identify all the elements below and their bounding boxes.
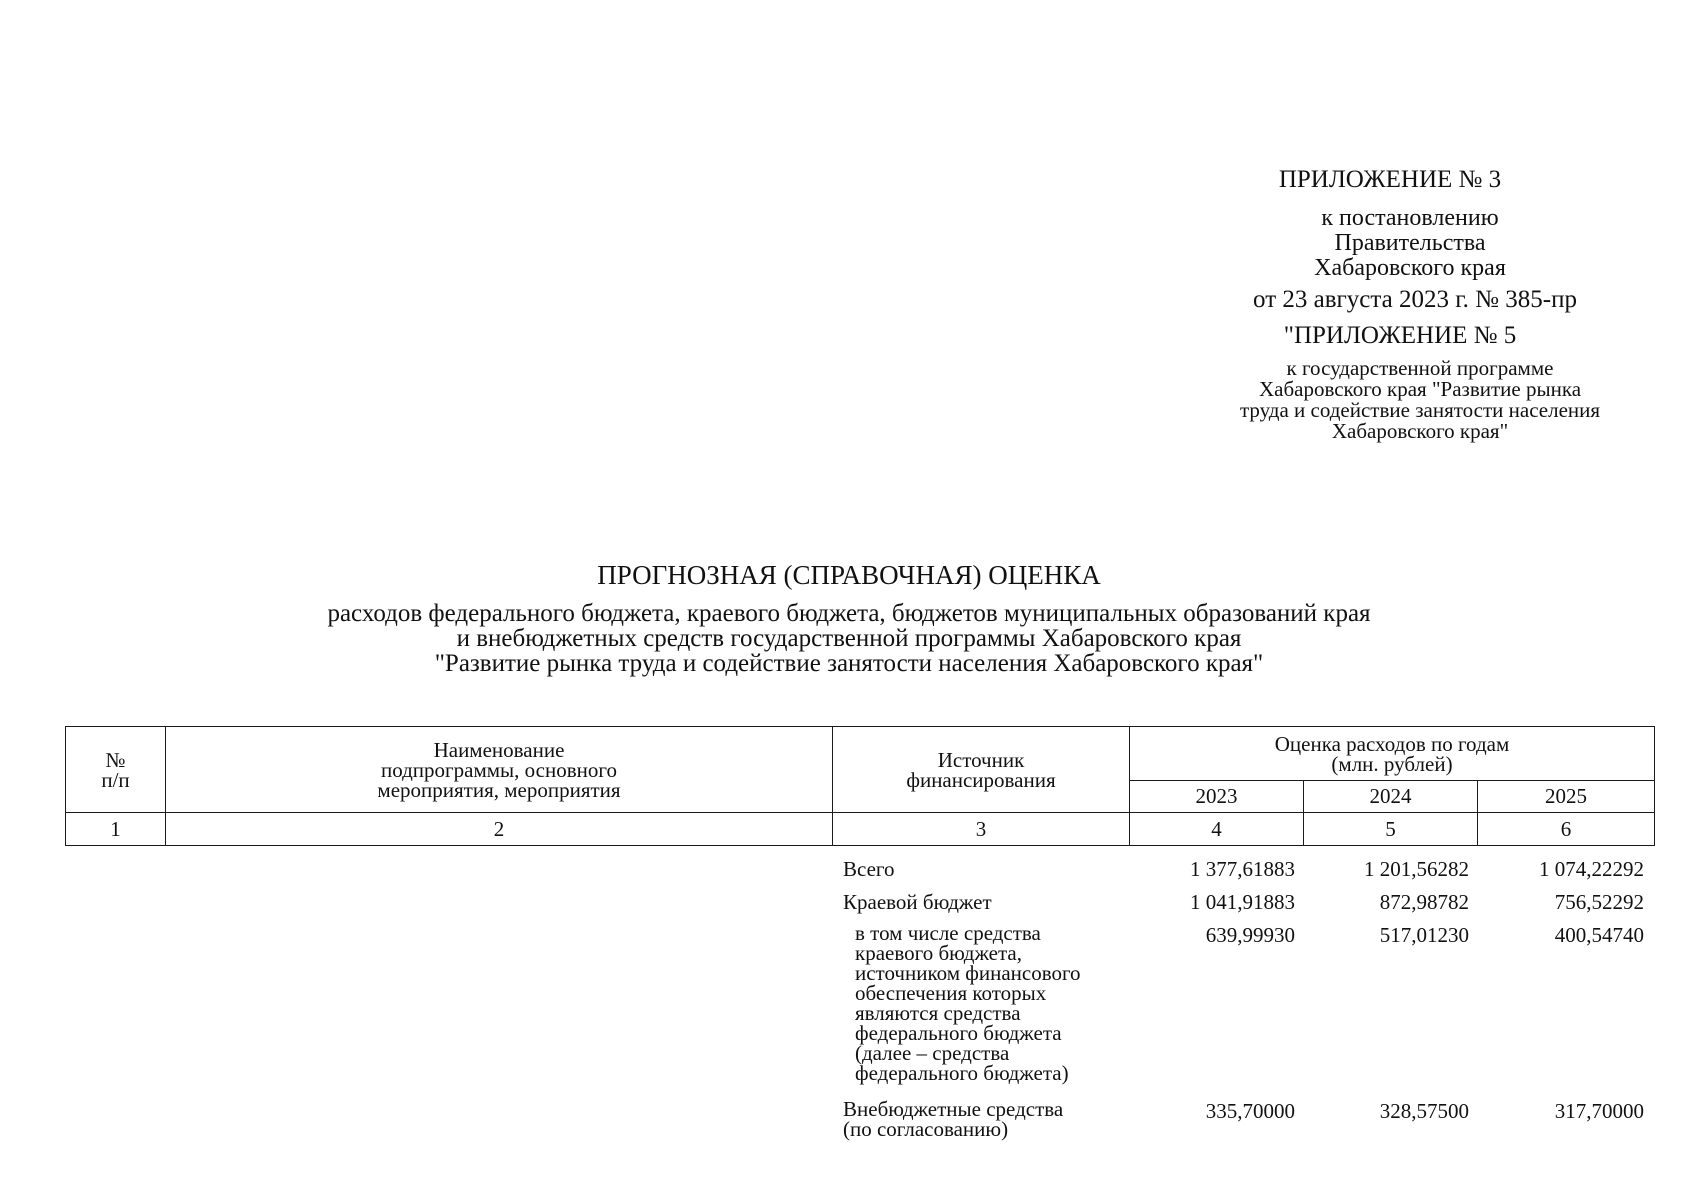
value-2024: 1 201,56282 xyxy=(1364,857,1469,881)
column-number: 1 xyxy=(66,813,166,846)
column-number: 3 xyxy=(833,813,1130,846)
region-line: Хабаровского края xyxy=(1314,255,1506,281)
header-year-2023: 2023 xyxy=(1130,781,1304,813)
column-number: 4 xyxy=(1130,813,1304,846)
appendix-5-heading: "ПРИЛОЖЕНИЕ № 5 xyxy=(1283,322,1517,349)
header-year-2024: 2024 xyxy=(1304,781,1478,813)
source-label: Всего xyxy=(843,857,895,881)
source-label: в том числе средства краевого бюджета, источником финансового обеспечения которых являются средства федерального бюджета (далее – средства федерального бюджета) xyxy=(855,921,1081,1085)
column-number: 2 xyxy=(166,813,833,846)
to-resolution-line: к постановлению xyxy=(1321,205,1499,231)
header-year-2025: 2025 xyxy=(1478,781,1655,813)
expenses-table-header xyxy=(65,726,1655,846)
source-label: Внебюджетные средства (по согласованию) xyxy=(843,1097,1064,1141)
document-title xyxy=(0,560,1698,676)
column-number: 5 xyxy=(1304,813,1478,846)
program-reference xyxy=(1185,358,1655,442)
header-name: Наименование подпрограммы, основного мероприятия, мероприятия xyxy=(166,727,833,813)
header-source: Источник финансирования xyxy=(833,727,1130,813)
column-number: 6 xyxy=(1478,813,1655,846)
program-line: к государственной программе xyxy=(1286,356,1554,380)
title-line: расходов федерального бюджета, краевого бюджета, бюджетов муниципальных образований края xyxy=(327,600,1371,627)
program-line: Хабаровского края" xyxy=(1331,419,1509,443)
value-2024: 328,57500 xyxy=(1379,1099,1469,1123)
value-2025: 400,54740 xyxy=(1554,923,1644,947)
resolution-reference xyxy=(1230,206,1590,281)
appendix-3-heading: ПРИЛОЖЕНИЕ № 3 xyxy=(1278,166,1502,193)
title-line: и внебюджетных средств государственной программы Хабаровского края xyxy=(456,625,1242,652)
value-2023: 1 041,91883 xyxy=(1190,890,1295,914)
header-number: № п/п xyxy=(66,727,166,813)
value-2023: 335,70000 xyxy=(1205,1099,1295,1123)
value-2025: 756,52292 xyxy=(1554,890,1644,914)
government-line: Правительства xyxy=(1334,230,1486,256)
title-line: "Развитие рынка труда и содействие занятости населения Хабаровского края" xyxy=(434,650,1264,677)
value-2023: 1 377,61883 xyxy=(1190,857,1295,881)
value-2024: 517,01230 xyxy=(1379,923,1469,947)
resolution-date: от 23 августа 2023 г. № 385-пр xyxy=(1253,286,1577,313)
source-label: Краевой бюджет xyxy=(843,890,992,914)
program-line: труда и содействие занятости населения xyxy=(1239,398,1601,422)
value-2025: 317,70000 xyxy=(1554,1099,1644,1123)
value-2024: 872,98782 xyxy=(1379,890,1469,914)
value-2025: 1 074,22292 xyxy=(1539,857,1644,881)
header-estimate: Оценка расходов по годам (млн. рублей) xyxy=(1130,727,1655,781)
title-main: ПРОГНОЗНАЯ (СПРАВОЧНАЯ) ОЦЕНКА xyxy=(597,560,1101,590)
value-2023: 639,99930 xyxy=(1205,923,1295,947)
program-line: Хабаровского края "Развитие рынка xyxy=(1258,377,1582,401)
